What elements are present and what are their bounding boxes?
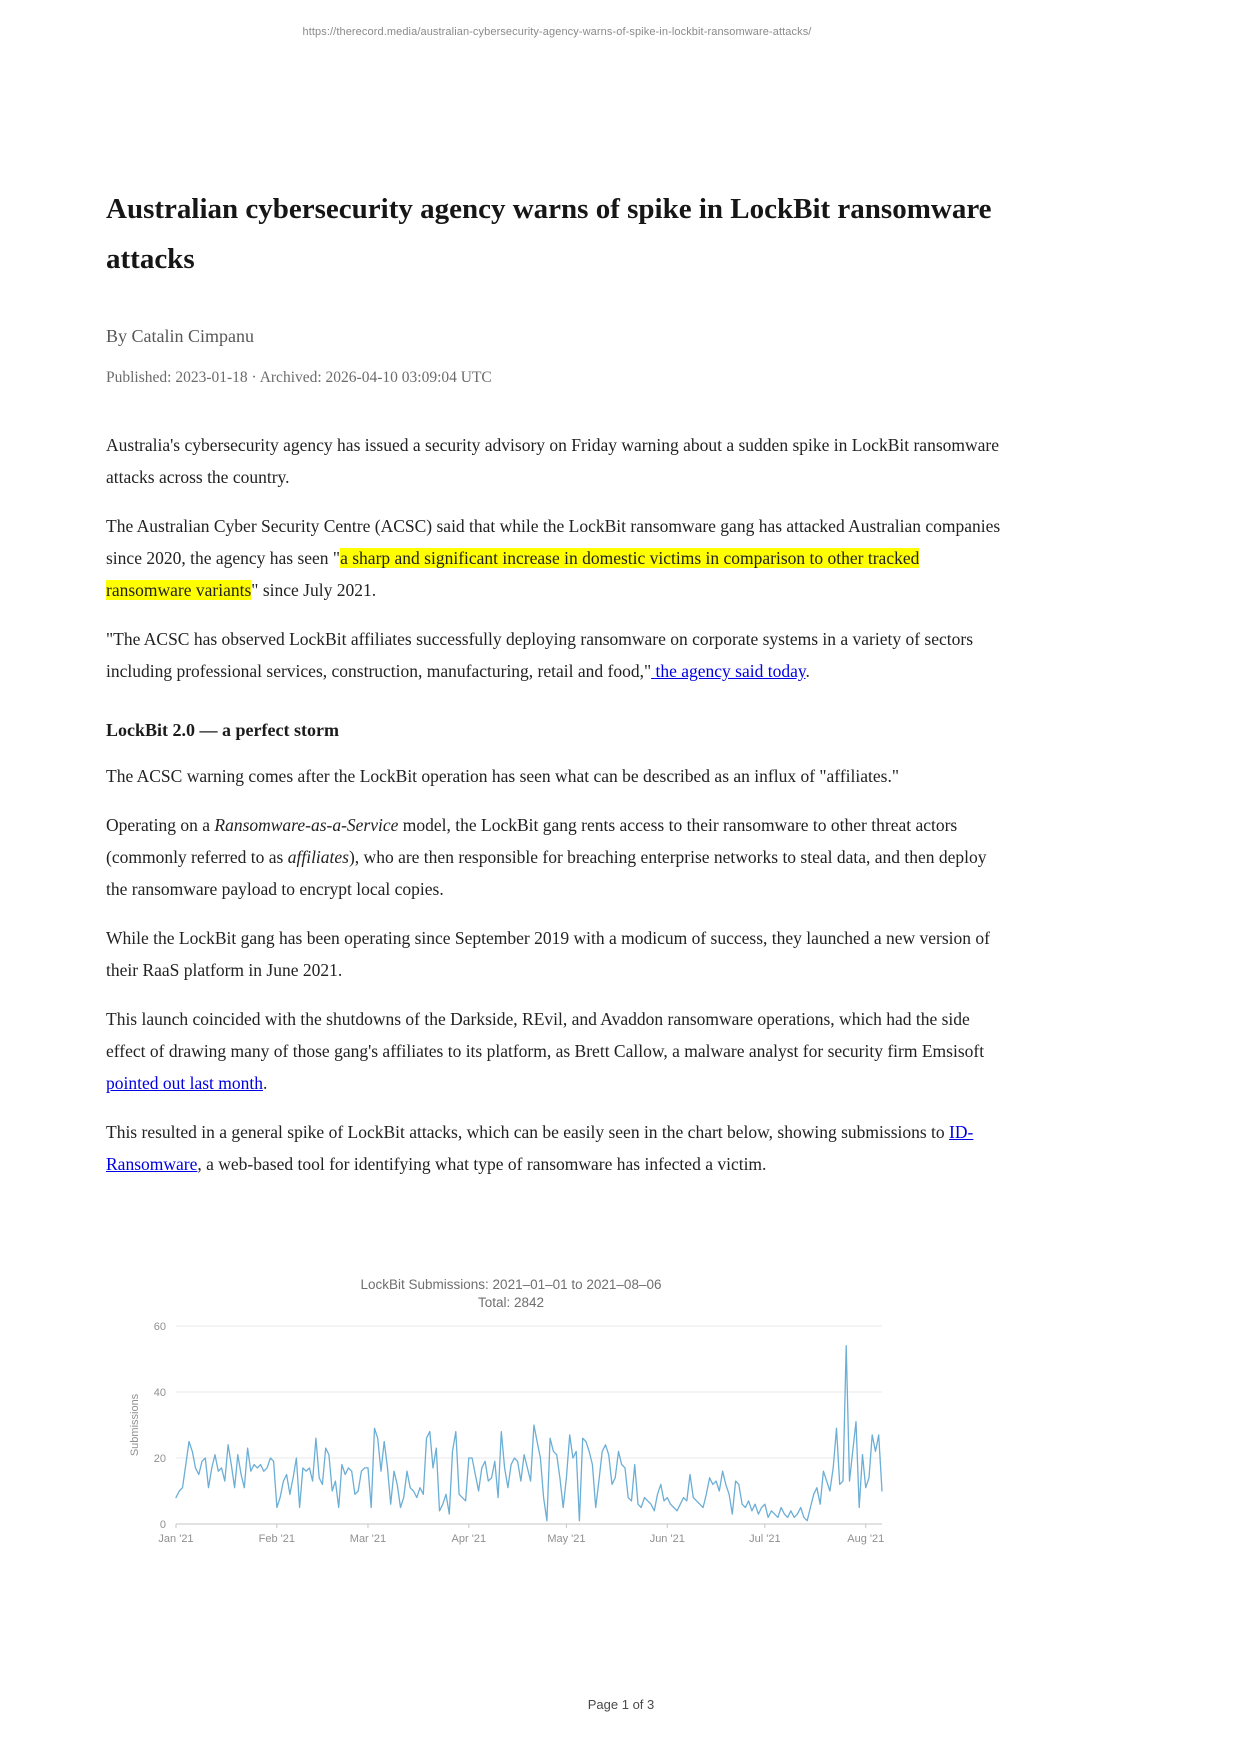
submissions-chart <box>126 1316 896 1566</box>
byline: By Catalin Cimpanu <box>106 326 254 346</box>
publish-meta: Published: 2023-01-18 · Archived: 2026-04-10 03:09:04 UTC <box>106 369 492 386</box>
italic-text: Ransomware-as-a-Service <box>214 815 399 835</box>
text-run: Australia's cybersecurity agency has issued a security advisory on Friday warning about a sudden spike in LockBit ransomware attacks across the country. <box>106 435 999 487</box>
chart-subtitle: Total: 2842 <box>477 1295 545 1310</box>
inline-link[interactable]: ID-Ransomware <box>106 1122 974 1174</box>
paragraph <box>106 429 1008 493</box>
paragraph <box>106 922 1008 986</box>
x-tick-label: Jan '21 <box>158 1533 194 1545</box>
text-run: This resulted in a general spike of LockBit attacks, which can be easily seen in the chart below, showing submissions to <box>106 1122 950 1142</box>
x-tick-label: Jul '21 <box>749 1533 781 1545</box>
x-tick-label: Aug '21 <box>847 1533 885 1545</box>
paragraph <box>106 623 1008 687</box>
print-url: https://therecord.media/australian-cybersecurity-agency-warns-of-spike-in-lockbit-ransomware-attacks/ <box>302 26 812 38</box>
paragraph <box>106 809 1008 905</box>
paragraph <box>106 1116 1008 1180</box>
text-run: ), who are then responsible for breaching enterprise networks to steal data, and then deploy the ransomware payload to encrypt local copies. <box>106 847 987 899</box>
paragraph <box>106 1003 1008 1099</box>
article-content <box>106 184 1008 1566</box>
text-run: This launch coincided with the shutdowns of the Darkside, REvil, and Avaddon ransomware operations, which had the side effect of drawing many of those gang's affiliates to its platform, as Brett Callow, a malware analyst for security firm Emsisoft <box>106 1009 985 1061</box>
y-axis-label: Submissions <box>129 1393 141 1457</box>
text-run: . <box>263 1073 268 1093</box>
x-tick-label: Mar '21 <box>349 1533 387 1545</box>
text-run: model, the LockBit gang rents access to their ransomware to other threat actors (commonly referred to as <box>106 815 958 867</box>
highlighted-text: a sharp and significant increase in domestic victims in comparison to other tracked ransomware variants <box>106 548 920 600</box>
inline-link[interactable]: pointed out last month <box>106 1073 264 1093</box>
x-tick-label: May '21 <box>547 1533 586 1545</box>
y-tick-label: 40 <box>153 1387 166 1399</box>
page-title: Australian cybersecurity agency warns of spike in LockBit ransomware attacks <box>106 193 992 275</box>
x-tick-label: Jun '21 <box>649 1533 685 1545</box>
y-tick-label: 20 <box>153 1453 166 1465</box>
italic-text: affiliates <box>287 847 349 867</box>
paragraph <box>106 510 1008 606</box>
page-number: Page 1 of 3 <box>587 1697 655 1712</box>
text-run: Operating on a <box>106 815 215 835</box>
chart-line <box>176 1346 882 1521</box>
section-heading: LockBit 2.0 — a perfect storm <box>106 720 339 740</box>
y-tick-label: 60 <box>153 1321 166 1333</box>
chart-section <box>126 1276 896 1566</box>
text-run: While the LockBit gang has been operating since September 2019 with a modicum of success, they launched a new version of their RaaS platform in June 2021. <box>106 928 990 980</box>
text-run: , a web-based tool for identifying what type of ransomware has infected a victim. <box>197 1154 767 1174</box>
text-run: The ACSC warning comes after the LockBit operation has seen what can be described as an influx of "affiliates." <box>106 766 899 786</box>
text-run: . <box>805 661 810 681</box>
y-tick-label: 0 <box>159 1519 166 1531</box>
text-run: The Australian Cyber Security Centre (ACSC) said that while the LockBit ransomware gang has attacked Australian companies since 2020, the agency has seen " <box>106 516 1001 568</box>
text-run: "The ACSC has observed LockBit affiliates successfully deploying ransomware on corporate systems in a variety of sectors including professional services, construction, manufacturing, retail and food," <box>106 629 974 681</box>
paragraph <box>106 760 1008 792</box>
text-run: " since July 2021. <box>251 580 377 600</box>
chart-title: LockBit Submissions: 2021–01–01 to 2021–08–06 <box>360 1277 662 1292</box>
article-body <box>106 429 1008 1180</box>
inline-link[interactable]: the agency said today <box>651 661 806 681</box>
x-tick-label: Apr '21 <box>451 1533 487 1545</box>
x-tick-label: Feb '21 <box>258 1533 296 1545</box>
